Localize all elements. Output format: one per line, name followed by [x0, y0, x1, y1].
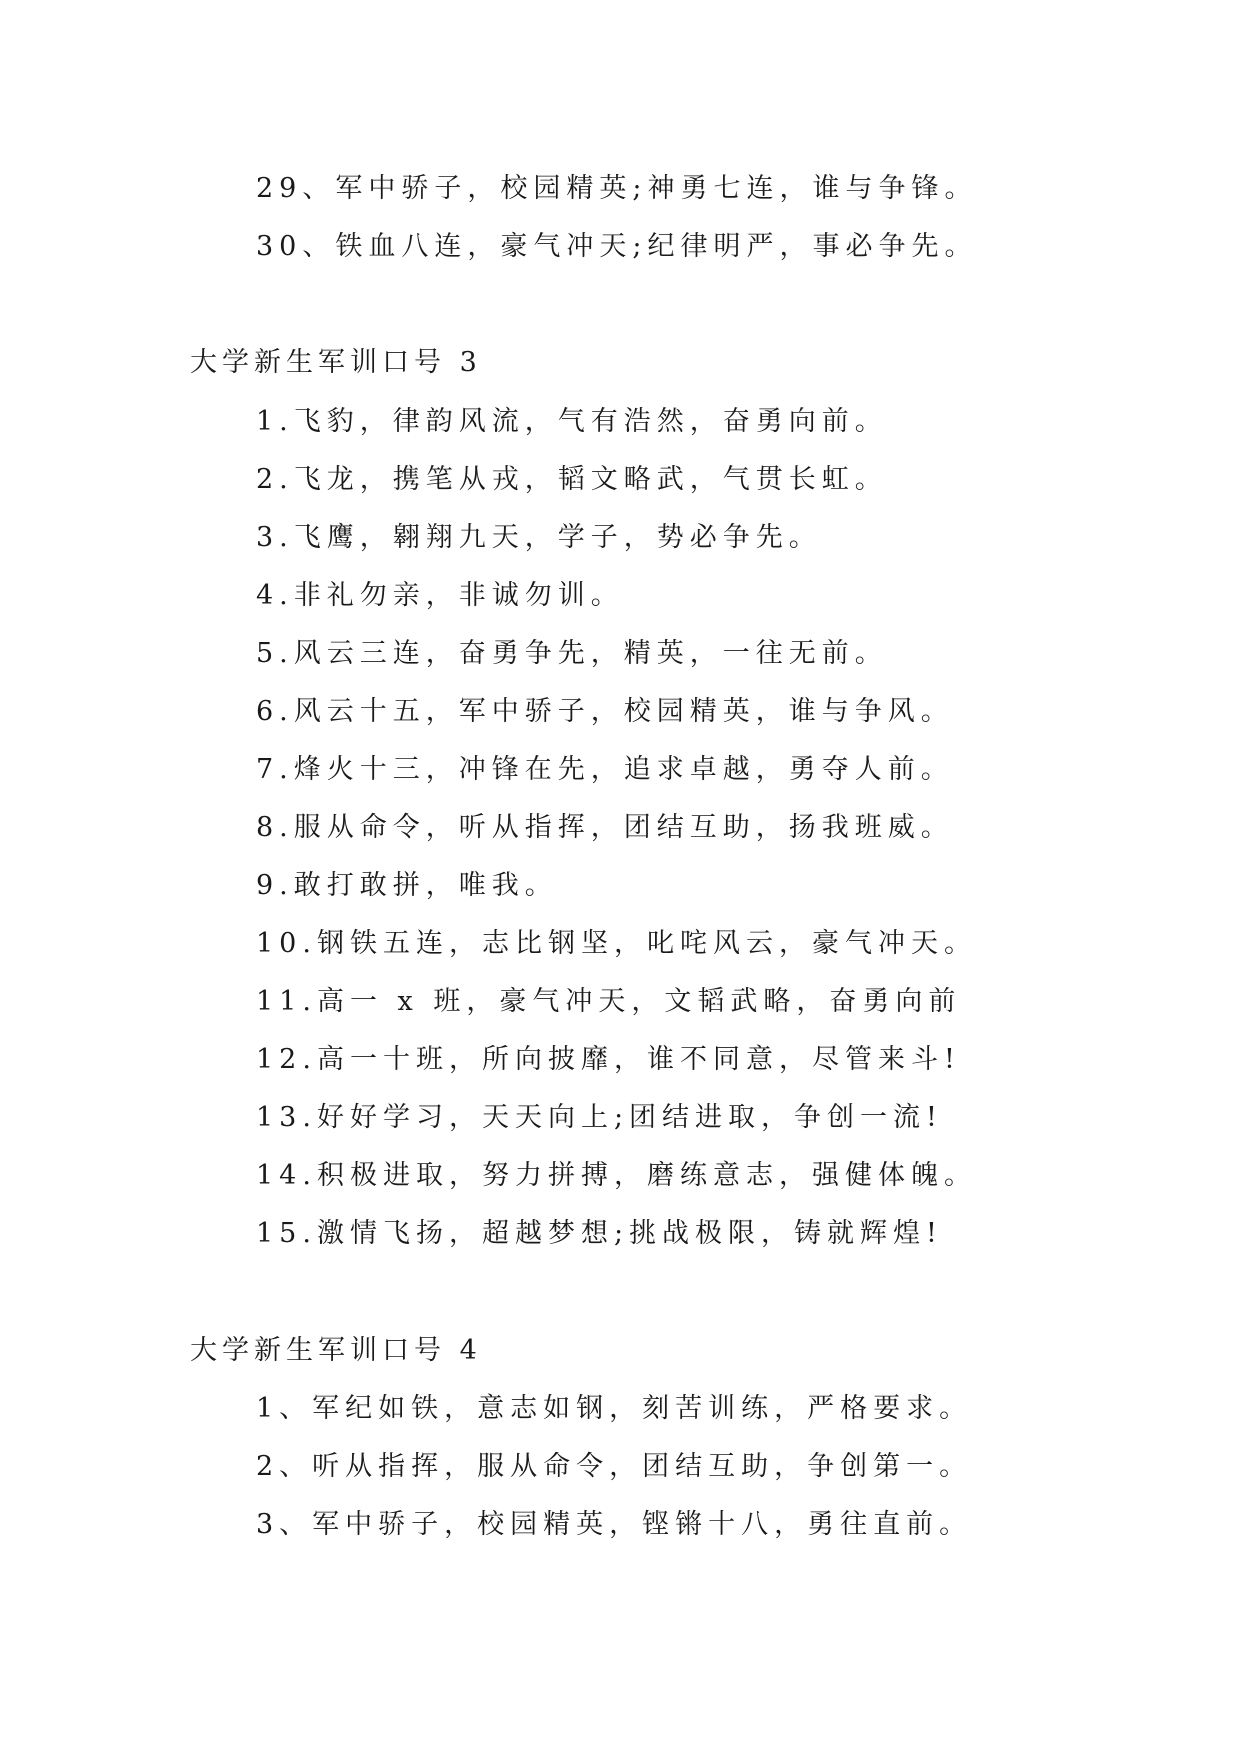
slogan-line: 2、听从指挥，服从命令，团结互助，争创第一。 [256, 1451, 973, 1482]
slogan-line: 5.风云三连，奋勇争先，精英，一往无前。 [256, 638, 888, 669]
slogan-line: 2.飞龙，携笔从戎，韬文略武，气贯长虹。 [256, 464, 888, 495]
slogan-line: 11.高一 x 班，豪气冲天，文韬武略，奋勇向前 [256, 986, 962, 1017]
section-heading: 大学新生军训口号 3 [190, 347, 482, 378]
slogan-line: 30、铁血八连，豪气冲天;纪律明严，事必争先。 [256, 231, 978, 262]
slogan-line: 10.钢铁五连，志比钢坚，叱咤风云，豪气冲天。 [256, 928, 977, 959]
slogan-line: 3、军中骄子，校园精英，铿锵十八，勇往直前。 [256, 1509, 973, 1540]
slogan-line: 6.风云十五，军中骄子，校园精英，谁与争风。 [256, 696, 954, 727]
slogan-line: 13.好好学习，天天向上;团结进取，争创一流! [256, 1102, 943, 1133]
slogan-line: 1、军纪如铁，意志如钢，刻苦训练，严格要求。 [256, 1393, 973, 1424]
slogan-line: 8.服从命令，听从指挥，团结互助，扬我班威。 [256, 812, 954, 843]
slogan-line: 3.飞鹰，翱翔九天，学子，势必争先。 [256, 522, 822, 553]
slogan-line: 15.激情飞扬，超越梦想;挑战极限，铸就辉煌! [256, 1218, 943, 1249]
slogan-line: 14.积极进取，努力拼搏，磨练意志，强健体魄。 [256, 1160, 977, 1191]
slogan-line: 29、军中骄子，校园精英;神勇七连，谁与争锋。 [256, 173, 978, 204]
slogan-line: 1.飞豹，律韵风流，气有浩然，奋勇向前。 [256, 406, 888, 437]
slogan-line: 9.敢打敢拼，唯我。 [256, 870, 558, 901]
section-heading: 大学新生军训口号 4 [190, 1335, 482, 1366]
slogan-line: 12.高一十班，所向披靡，谁不同意，尽管来斗! [256, 1044, 961, 1075]
slogan-line: 7.烽火十三，冲锋在先，追求卓越，勇夺人前。 [256, 754, 954, 785]
slogan-line: 4.非礼勿亲，非诚勿训。 [256, 580, 624, 611]
